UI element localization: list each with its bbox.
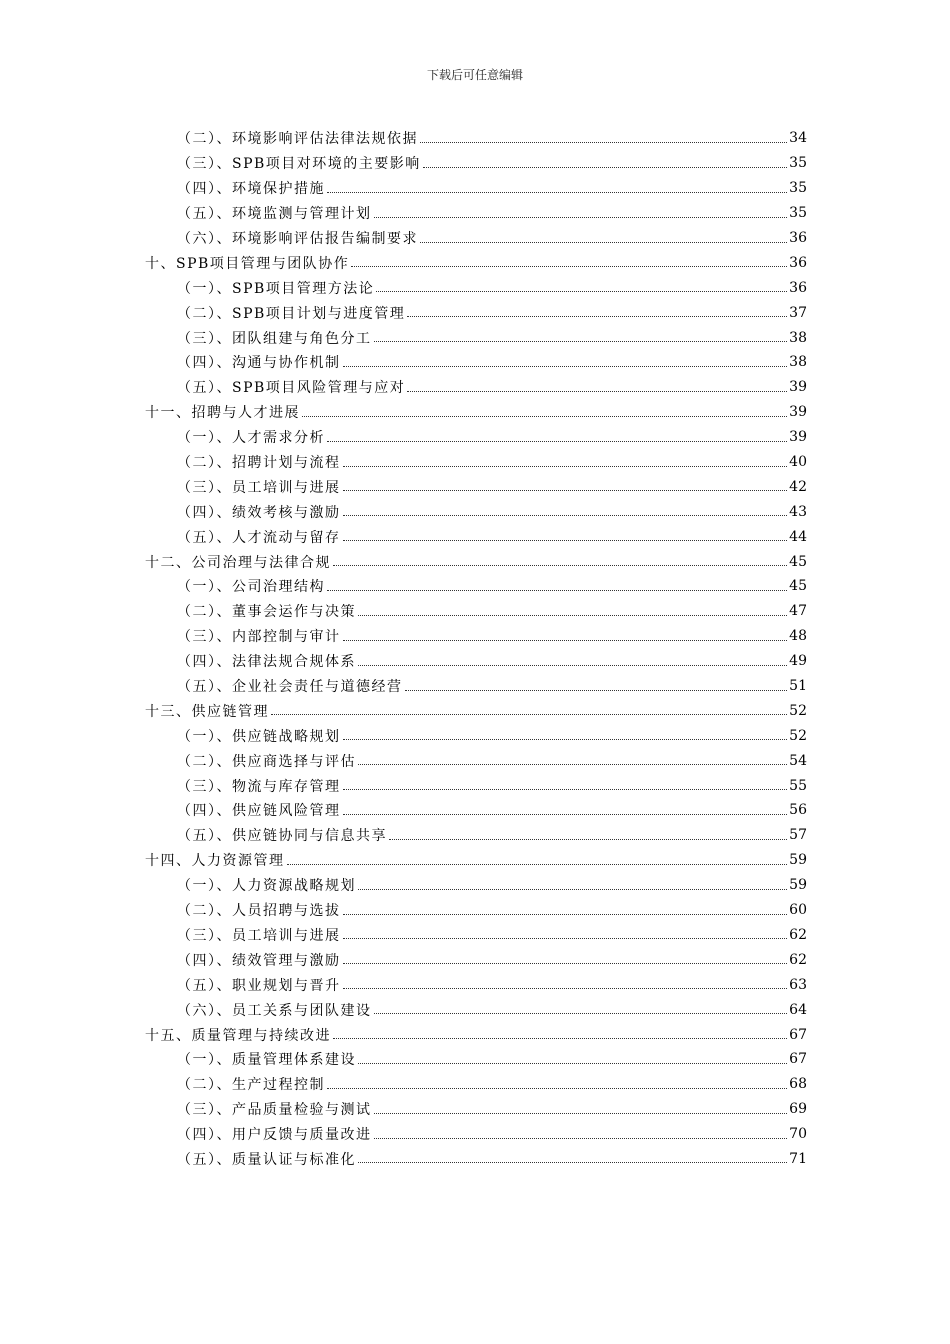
toc-section-entry[interactable]	[145, 524, 807, 549]
toc-section-entry[interactable]	[145, 798, 807, 823]
toc-dot-leader	[358, 875, 787, 890]
toc-entry-page-number: 55	[789, 777, 807, 794]
toc-entry-title: （二）、环境影响评估法律法规依据	[177, 131, 418, 148]
toc-entry-title: （三）、员工培训与进展	[177, 927, 341, 944]
toc-dot-leader	[407, 377, 787, 392]
toc-dot-leader	[358, 601, 787, 616]
toc-entry-title: （一）、人才需求分析	[177, 430, 325, 447]
toc-entry-page-number: 62	[789, 926, 807, 943]
toc-dot-leader	[302, 402, 787, 417]
toc-dot-leader	[333, 551, 787, 566]
toc-entry-title: （五）、SPB项目风险管理与应对	[177, 380, 406, 397]
toc-section-entry[interactable]	[145, 450, 807, 475]
toc-entry-title: （二）、供应商选择与评估	[177, 753, 356, 770]
toc-entry-page-number: 51	[789, 678, 807, 695]
toc-entry-page-number: 60	[789, 902, 807, 919]
toc-chapter-entry[interactable]	[145, 698, 807, 723]
toc-dot-leader	[420, 128, 787, 143]
toc-dot-leader	[358, 651, 787, 666]
toc-entry-title: （二）、SPB项目计划与进度管理	[177, 305, 406, 322]
toc-entry-page-number: 36	[789, 279, 807, 296]
toc-dot-leader	[343, 949, 788, 964]
toc-entry-title: （三）、内部控制与审计	[177, 629, 341, 646]
toc-dot-leader	[327, 576, 787, 591]
toc-section-entry[interactable]	[145, 126, 807, 151]
toc-dot-leader	[374, 999, 788, 1014]
toc-entry-title: 十五、质量管理与持续改进	[145, 1027, 331, 1044]
toc-section-entry[interactable]	[145, 300, 807, 325]
toc-dot-leader	[351, 252, 787, 267]
toc-section-entry[interactable]	[145, 1122, 807, 1147]
toc-entry-page-number: 43	[789, 503, 807, 520]
toc-entry-title: （二）、招聘计划与流程	[177, 455, 341, 472]
toc-dot-leader	[327, 427, 787, 442]
toc-entry-page-number: 39	[789, 379, 807, 396]
toc-chapter-entry[interactable]	[145, 400, 807, 425]
toc-section-entry[interactable]	[145, 1047, 807, 1072]
toc-entry-page-number: 36	[789, 254, 807, 271]
toc-entry-title: （五）、人才流动与留存	[177, 529, 341, 546]
toc-section-entry[interactable]	[145, 1072, 807, 1097]
toc-entry-title: （二）、董事会运作与决策	[177, 604, 356, 621]
toc-chapter-entry[interactable]	[145, 549, 807, 574]
toc-entry-title: （三）、产品质量检验与测试	[177, 1102, 372, 1119]
toc-entry-page-number: 38	[789, 354, 807, 371]
toc-entry-page-number: 47	[789, 603, 807, 620]
toc-chapter-entry[interactable]	[145, 1022, 807, 1047]
toc-dot-leader	[405, 676, 788, 691]
toc-entry-page-number: 45	[789, 578, 807, 595]
toc-section-entry[interactable]	[145, 201, 807, 226]
toc-dot-leader	[343, 352, 788, 367]
toc-section-entry[interactable]	[145, 425, 807, 450]
toc-section-entry[interactable]	[145, 649, 807, 674]
toc-dot-leader	[343, 974, 788, 989]
toc-dot-leader	[423, 153, 787, 168]
toc-entry-title: （四）、用户反馈与质量改进	[177, 1127, 372, 1144]
toc-entry-page-number: 56	[789, 802, 807, 819]
toc-entry-title: （一）、公司治理结构	[177, 579, 325, 596]
toc-entry-page-number: 35	[789, 205, 807, 222]
toc-entry-title: （五）、职业规划与晋升	[177, 977, 341, 994]
toc-entry-page-number: 49	[789, 653, 807, 670]
toc-section-entry[interactable]	[145, 773, 807, 798]
toc-dot-leader	[374, 203, 788, 218]
toc-dot-leader	[389, 825, 787, 840]
toc-entry-page-number: 70	[789, 1126, 807, 1143]
toc-entry-title: （五）、供应链协同与信息共享	[177, 828, 387, 845]
toc-entry-page-number: 54	[789, 752, 807, 769]
toc-dot-leader	[343, 501, 788, 516]
toc-entry-page-number: 69	[789, 1101, 807, 1118]
toc-entry-page-number: 67	[789, 1051, 807, 1068]
toc-dot-leader	[327, 178, 787, 193]
toc-entry-page-number: 36	[789, 230, 807, 246]
toc-section-entry[interactable]	[145, 1097, 807, 1122]
toc-dot-leader	[358, 1049, 787, 1064]
toc-dot-leader	[358, 1148, 787, 1163]
toc-section-entry[interactable]	[145, 499, 807, 524]
toc-entry-page-number: 40	[789, 454, 807, 471]
toc-dot-leader	[343, 775, 788, 790]
toc-entry-page-number: 48	[789, 628, 807, 645]
toc-dot-leader	[358, 750, 787, 765]
toc-entry-title: （四）、绩效管理与激励	[177, 952, 341, 969]
toc-entry-title: 十、SPB项目管理与团队协作	[145, 255, 350, 272]
toc-dot-leader	[333, 1024, 787, 1039]
page-header: 下载后可任意编辑	[426, 68, 523, 82]
toc-section-entry[interactable]	[145, 1147, 807, 1172]
toc-section-entry[interactable]	[145, 898, 807, 923]
toc-section-entry[interactable]	[145, 574, 807, 599]
toc-dot-leader	[343, 452, 788, 467]
toc-section-entry[interactable]	[145, 176, 807, 201]
toc-dot-leader	[420, 228, 787, 243]
toc-section-entry[interactable]	[145, 674, 807, 699]
toc-entry-page-number: 52	[789, 727, 807, 744]
toc-section-entry[interactable]	[145, 972, 807, 997]
toc-entry-title: （四）、沟通与协作机制	[177, 355, 341, 372]
toc-entry-page-number: 59	[789, 852, 807, 869]
toc-entry-title: 十四、人力资源管理	[145, 853, 285, 870]
toc-entry-page-number: 52	[789, 702, 807, 719]
toc-dot-leader	[271, 700, 787, 715]
toc-entry-page-number: 34	[789, 130, 807, 147]
toc-entry-page-number: 71	[789, 1150, 807, 1167]
toc-chapter-entry[interactable]	[145, 848, 807, 873]
toc-section-entry[interactable]	[145, 947, 807, 972]
toc-dot-leader	[407, 302, 787, 317]
toc-entry-page-number: 38	[789, 329, 807, 346]
toc-dot-leader	[343, 924, 788, 939]
toc-section-entry[interactable]	[145, 997, 807, 1022]
toc-entry-page-number: 39	[789, 429, 807, 446]
toc-section-entry[interactable]	[145, 723, 807, 748]
toc-dot-leader	[343, 900, 788, 915]
toc-entry-page-number: 42	[789, 478, 807, 495]
toc-entry-title: （三）、团队组建与角色分工	[177, 330, 372, 347]
toc-entry-title: （一）、SPB项目管理方法论	[177, 280, 375, 297]
toc-section-entry[interactable]	[145, 375, 807, 400]
toc-entry-title: （四）、环境保护措施	[177, 181, 325, 198]
toc-entry-page-number: 35	[789, 180, 807, 197]
toc-entry-page-number: 63	[789, 976, 807, 993]
toc-section-entry[interactable]	[145, 873, 807, 898]
toc-entry-title: 十一、招聘与人才进展	[145, 405, 300, 422]
toc-dot-leader	[287, 850, 788, 865]
toc-entry-title: （一）、质量管理体系建设	[177, 1052, 356, 1069]
toc-section-entry[interactable]	[145, 923, 807, 948]
toc-section-entry[interactable]	[145, 350, 807, 375]
toc-section-entry[interactable]	[145, 748, 807, 773]
toc-dot-leader	[343, 476, 788, 491]
toc-entry-title: （四）、法律法规合规体系	[177, 654, 356, 671]
toc-entry-title: （一）、人力资源战略规划	[177, 878, 356, 895]
toc-section-entry[interactable]	[145, 325, 807, 350]
toc-dot-leader	[343, 626, 788, 641]
toc-dot-leader	[343, 800, 788, 815]
table-of-contents	[145, 126, 807, 1171]
toc-entry-title: 十三、供应链管理	[145, 703, 269, 720]
toc-entry-page-number: 37	[789, 304, 807, 321]
toc-entry-page-number: 64	[789, 1001, 807, 1018]
toc-section-entry[interactable]	[145, 624, 807, 649]
toc-section-entry[interactable]	[145, 823, 807, 848]
toc-entry-title: （五）、质量认证与标准化	[177, 1151, 356, 1168]
toc-dot-leader	[343, 526, 788, 541]
toc-entry-title: （三）、物流与库存管理	[177, 778, 341, 795]
toc-entry-page-number: 45	[789, 553, 807, 570]
toc-entry-title: （二）、生产过程控制	[177, 1077, 325, 1094]
toc-entry-title: （二）、人员招聘与选拔	[177, 903, 341, 920]
toc-section-entry[interactable]	[145, 226, 807, 251]
toc-dot-leader	[376, 277, 787, 292]
toc-entry-title: （五）、环境监测与管理计划	[177, 206, 372, 223]
toc-entry-page-number: 67	[789, 1026, 807, 1043]
toc-dot-leader	[327, 1074, 787, 1089]
toc-section-entry[interactable]	[145, 275, 807, 300]
toc-dot-leader	[374, 1124, 788, 1139]
toc-entry-title: （六）、员工关系与团队建设	[177, 1002, 372, 1019]
toc-entry-title: 十二、公司治理与法律合规	[145, 554, 331, 571]
toc-entry-page-number: 68	[789, 1076, 807, 1093]
toc-entry-page-number: 35	[789, 155, 807, 172]
toc-dot-leader	[343, 725, 788, 740]
toc-chapter-entry[interactable]	[145, 250, 807, 275]
toc-entry-page-number: 57	[789, 827, 807, 844]
toc-entry-page-number: 62	[789, 951, 807, 968]
toc-entry-title: （六）、环境影响评估报告编制要求	[177, 231, 418, 247]
toc-entry-title: （五）、企业社会责任与道德经营	[177, 679, 403, 696]
toc-entry-title: （一）、供应链战略规划	[177, 728, 341, 745]
toc-entry-title: （三）、SPB项目对环境的主要影响	[177, 156, 421, 173]
toc-section-entry[interactable]	[145, 599, 807, 624]
toc-entry-title: （四）、绩效考核与激励	[177, 504, 341, 521]
toc-dot-leader	[374, 1099, 788, 1114]
toc-section-entry[interactable]	[145, 151, 807, 176]
toc-entry-page-number: 44	[789, 528, 807, 545]
toc-entry-title: （三）、员工培训与进展	[177, 479, 341, 496]
toc-entry-page-number: 59	[789, 877, 807, 894]
toc-entry-title: （四）、供应链风险管理	[177, 803, 341, 820]
toc-entry-page-number: 39	[789, 404, 807, 421]
toc-section-entry[interactable]	[145, 474, 807, 499]
toc-dot-leader	[374, 327, 788, 342]
